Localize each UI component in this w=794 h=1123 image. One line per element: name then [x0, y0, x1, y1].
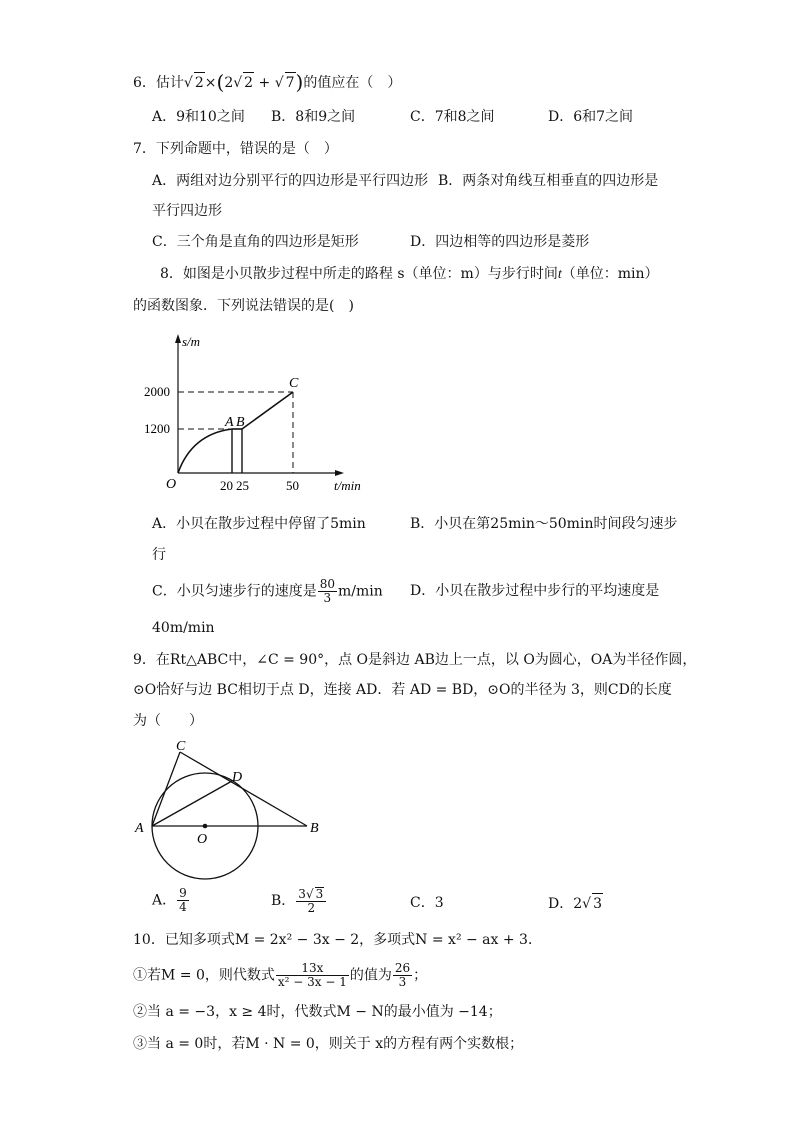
label-b: B [310, 821, 319, 836]
q6-option-d: D．6和7之间 [548, 109, 634, 125]
x-tick-25: 25 [236, 478, 249, 493]
q7-stem: 7．下列命题中，错误的是（ ） [133, 141, 338, 157]
label-c: C [176, 739, 186, 754]
q8-stem [160, 264, 659, 285]
point-b-label: B [236, 415, 245, 430]
q8-option-a: A．小贝在散步过程中停留了5min [152, 516, 366, 532]
label-o: O [197, 832, 208, 847]
q9-option-c: C．3 [410, 895, 444, 911]
q7-option-c: C．三个角是直角的四边形是矩形 [152, 234, 359, 250]
y-tick-2000: 2000 [144, 384, 170, 399]
y-axis-arrow [175, 334, 181, 343]
q10-item1-val-den: 3 [398, 975, 407, 989]
q7-option-b: B．两条对角线互相垂直的四边形是 [438, 173, 659, 189]
origin-label: O [166, 477, 177, 492]
q6-expression: √ 2×(2√ 2 + √ 7) [183, 70, 304, 94]
q9-line1: 9．在Rt△ABC中，∠C = 90°，点 O是斜边 AB边上一点，以 O为圆心，OA为半径作圆， [133, 652, 697, 668]
q8-graph [144, 330, 388, 495]
q9-a-num: 9 [179, 886, 187, 900]
q9-option-b [271, 887, 327, 915]
q8-option-b: B．小贝在第25min～50min时间段匀速步 [410, 516, 678, 532]
q6-prefix: 6．估计 [133, 75, 184, 91]
q9-option-a [152, 887, 190, 914]
label-a: A [135, 821, 144, 836]
q10-item1-den: x² − 3x − 1 [277, 975, 347, 989]
q7-option-b-cont: 平行四边形 [152, 203, 222, 219]
segment-ad [152, 781, 232, 826]
q8-c-prefix: C．小贝匀速步行的速度是 [152, 583, 317, 600]
q10-line1: 10．已知多项式M = 2x² − 3x − 2，多项式N = x² − ax + 3． [133, 932, 542, 948]
q9-a-prefix: A． [152, 892, 177, 909]
segment-bc [242, 392, 293, 429]
q9-b-num: 3√ 3 [296, 887, 326, 902]
q10-item1-mid: 的值为 [349, 967, 392, 984]
q10-item1-fraction [276, 962, 349, 989]
q9-option-d: D．2√ 3 [548, 893, 603, 914]
q8-option-b-cont: 行 [152, 547, 166, 563]
curve-oa [178, 429, 232, 473]
q10-item1-num: 13x [276, 962, 349, 976]
q10-item1-end: ； [413, 967, 428, 984]
q8-stem-part2: （单位：min） [561, 266, 659, 282]
y-tick-1200: 1200 [144, 421, 170, 436]
y-axis-label: s/m [182, 334, 201, 349]
point-a-label: A [225, 415, 234, 430]
q9-b-den: 2 [307, 901, 316, 915]
q8-stem-part1: 8．如图是小贝散步过程中所走的路程 s（单位：m）与步行时间 [160, 266, 558, 282]
q8-c-suffix: m/min [338, 583, 383, 600]
q6-option-c: C．7和8之间 [410, 109, 495, 125]
q10-item1-val-num: 26 [394, 961, 411, 975]
q8-c-num: 80 [319, 577, 335, 591]
q6-stem [133, 72, 401, 93]
q8-c-fraction [318, 578, 337, 605]
point-c-label: C [289, 376, 299, 391]
q8-option-d: D．小贝在散步过程中步行的平均速度是 [410, 583, 660, 599]
q10-item2: ②当 a = −3，x ≥ 4时，代数式M − N的最小值为 −14； [133, 1004, 502, 1020]
q9-a-den: 4 [179, 900, 187, 914]
q8-var-t: t [557, 267, 562, 282]
q8-option-c [152, 578, 383, 605]
q6-option-a: A．9和10之间 [152, 109, 245, 125]
q10-item3: ③当 a = 0时，若M · N = 0，则关于 x的方程有两个实数根； [133, 1036, 524, 1052]
segment-ac [152, 752, 180, 826]
segment-cb [180, 752, 307, 826]
q9-b-num-coef: 3 [298, 887, 306, 901]
q6-suffix: 的值应在（ ） [303, 75, 402, 91]
q7-option-a: A．两组对边分别平行的四边形是平行四边形 [152, 173, 429, 189]
q9-d-rad: 3 [592, 893, 603, 914]
q8-option-d-cont: 40m/min [152, 620, 215, 636]
q10-item1 [133, 962, 427, 989]
x-axis-label: t/min [334, 478, 361, 493]
x-tick-50: 50 [286, 478, 299, 493]
q9-b-prefix: B． [271, 893, 296, 909]
q9-line3: 为（ ） [133, 713, 203, 729]
q9-figure [130, 735, 330, 875]
q9-a-fraction [177, 887, 189, 914]
q8-c-den: 3 [323, 591, 332, 605]
q9-line2: ⊙O恰好与边 BC相切于点 D，连接 AD．若 AD = BD，⊙O的半径为 3，则CD的长度 [133, 682, 672, 698]
x-tick-20: 20 [220, 478, 233, 493]
q10-item1-value [393, 962, 412, 989]
q8-stem-line2: 的函数图象．下列说法错误的是( ) [133, 298, 354, 314]
q9-b-fraction [296, 887, 326, 915]
q6-option-b: B．8和9之间 [271, 109, 356, 125]
q9-d-prefix: D．2 [548, 896, 583, 912]
center-point-o [203, 824, 208, 829]
label-d: D [232, 770, 243, 785]
x-axis-arrow [335, 470, 344, 476]
q9-b-num-rad: 3 [315, 887, 324, 901]
q7-option-d: D．四边相等的四边形是菱形 [410, 234, 590, 250]
q10-item1-prefix: ①若M = 0，则代数式 [133, 967, 275, 984]
